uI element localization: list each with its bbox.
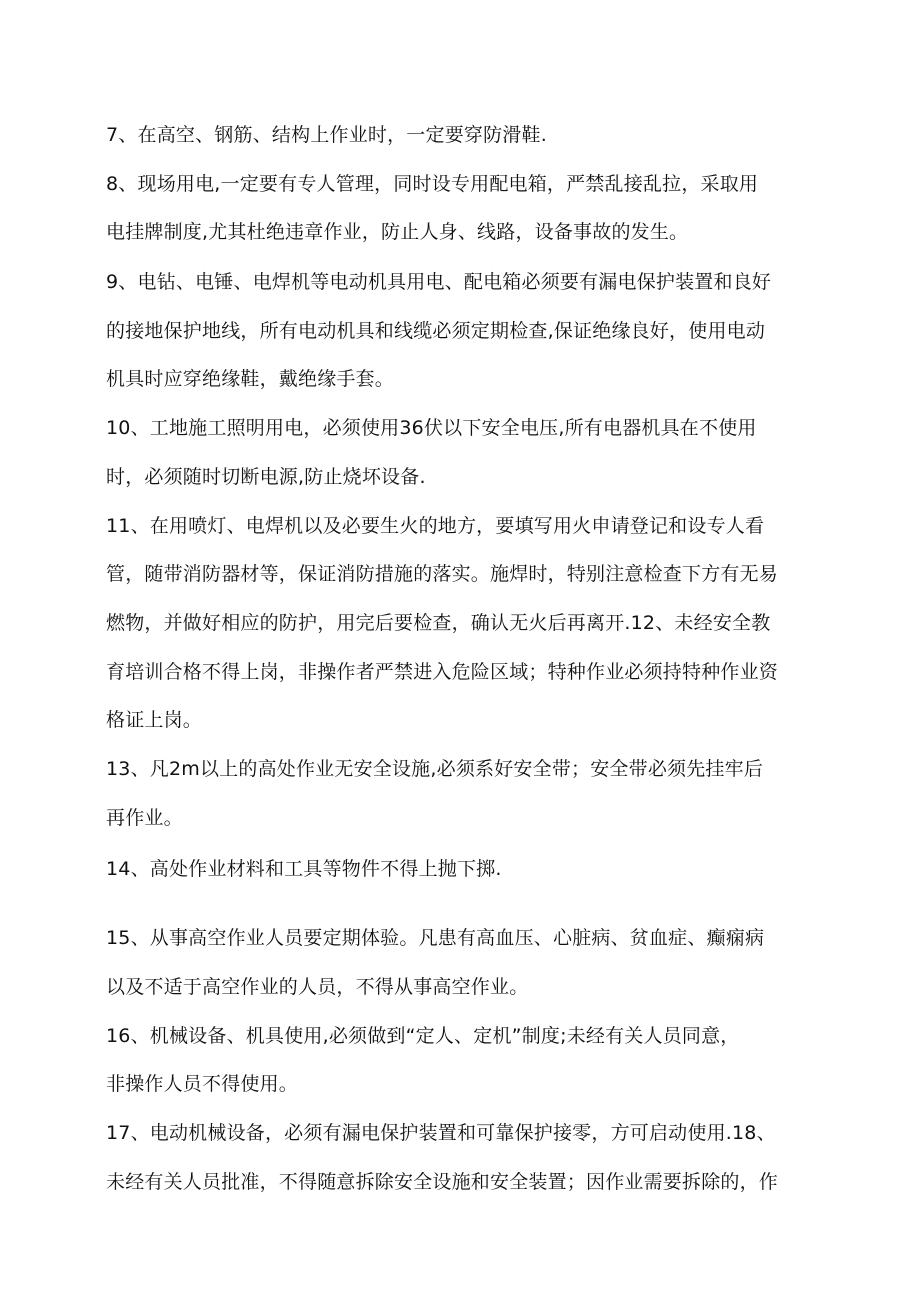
text-line: 17、电动机械设备，必须有漏电保护装置和可靠保护接零，方可启动使用.18、: [106, 1122, 776, 1144]
text-line: 未经有关人员批准，不得随意拆除安全设施和安全装置；因作业需要拆除的，作: [106, 1171, 779, 1193]
text-line: 格证上岗。: [106, 709, 203, 731]
text-line: 16、机械设备、机具使用,必须做到“定人、定机”制度;未经有关人员同意，: [106, 1025, 740, 1047]
text-line: 再作业。: [106, 807, 183, 829]
text-line: 的接地保护地线，所有电动机具和线缆必须定期检查,保证绝缘良好，使用电动: [106, 320, 766, 342]
text-line: 14、高处作业材料和工具等物件不得上抛下掷.: [106, 858, 502, 880]
text-line: 13、凡2m以上的高处作业无安全设施,必须系好安全带；安全带必须先挂牢后: [106, 758, 764, 780]
text-line: 以及不适于高空作业的人员，不得从事高空作业。: [106, 976, 529, 998]
text-line: 机具时应穿绝缘鞋，戴绝缘手套。: [106, 368, 395, 390]
text-line: 非操作人员不得使用。: [106, 1073, 299, 1095]
text-line: 燃物，并做好相应的防护，用完后要检查，确认无火后再离开.12、未经安全教: [106, 612, 771, 634]
text-line: 电挂牌制度,尤其杜绝违章作业，防止人身、线路，设备事故的发生。: [106, 221, 689, 243]
text-line: 11、在用喷灯、电焊机以及必要生火的地方，要填写用火申请登记和设专人看: [106, 515, 765, 537]
text-line: 时，必须随时切断电源,防止烧坏设备.: [106, 466, 426, 488]
text-line: 育培训合格不得上岗，非操作者严禁进入危险区域；特种作业必须持特种作业资: [106, 661, 779, 683]
text-line: 10、工地施工照明用电，必须使用36伏以下安全电压,所有电器机具在不使用: [106, 417, 757, 439]
text-line: 8、现场用电,一定要有专人管理，同时设专用配电箱，严禁乱接乱拉，采取用: [106, 173, 759, 195]
text-line: 9、电钻、电锤、电焊机等电动机具用电、配电箱必须要有漏电保护装置和良好: [106, 271, 772, 293]
text-line: 管，随带消防器材等，保证消防措施的落实。施焊时，特别注意检查下方有无易: [106, 563, 779, 585]
text-line: 7、在高空、钢筋、结构上作业时，一定要穿防滑鞋.: [106, 124, 547, 146]
text-line: 15、从事高空作业人员要定期体验。凡患有高血压、心脏病、贫血症、癫痫病: [106, 927, 765, 949]
